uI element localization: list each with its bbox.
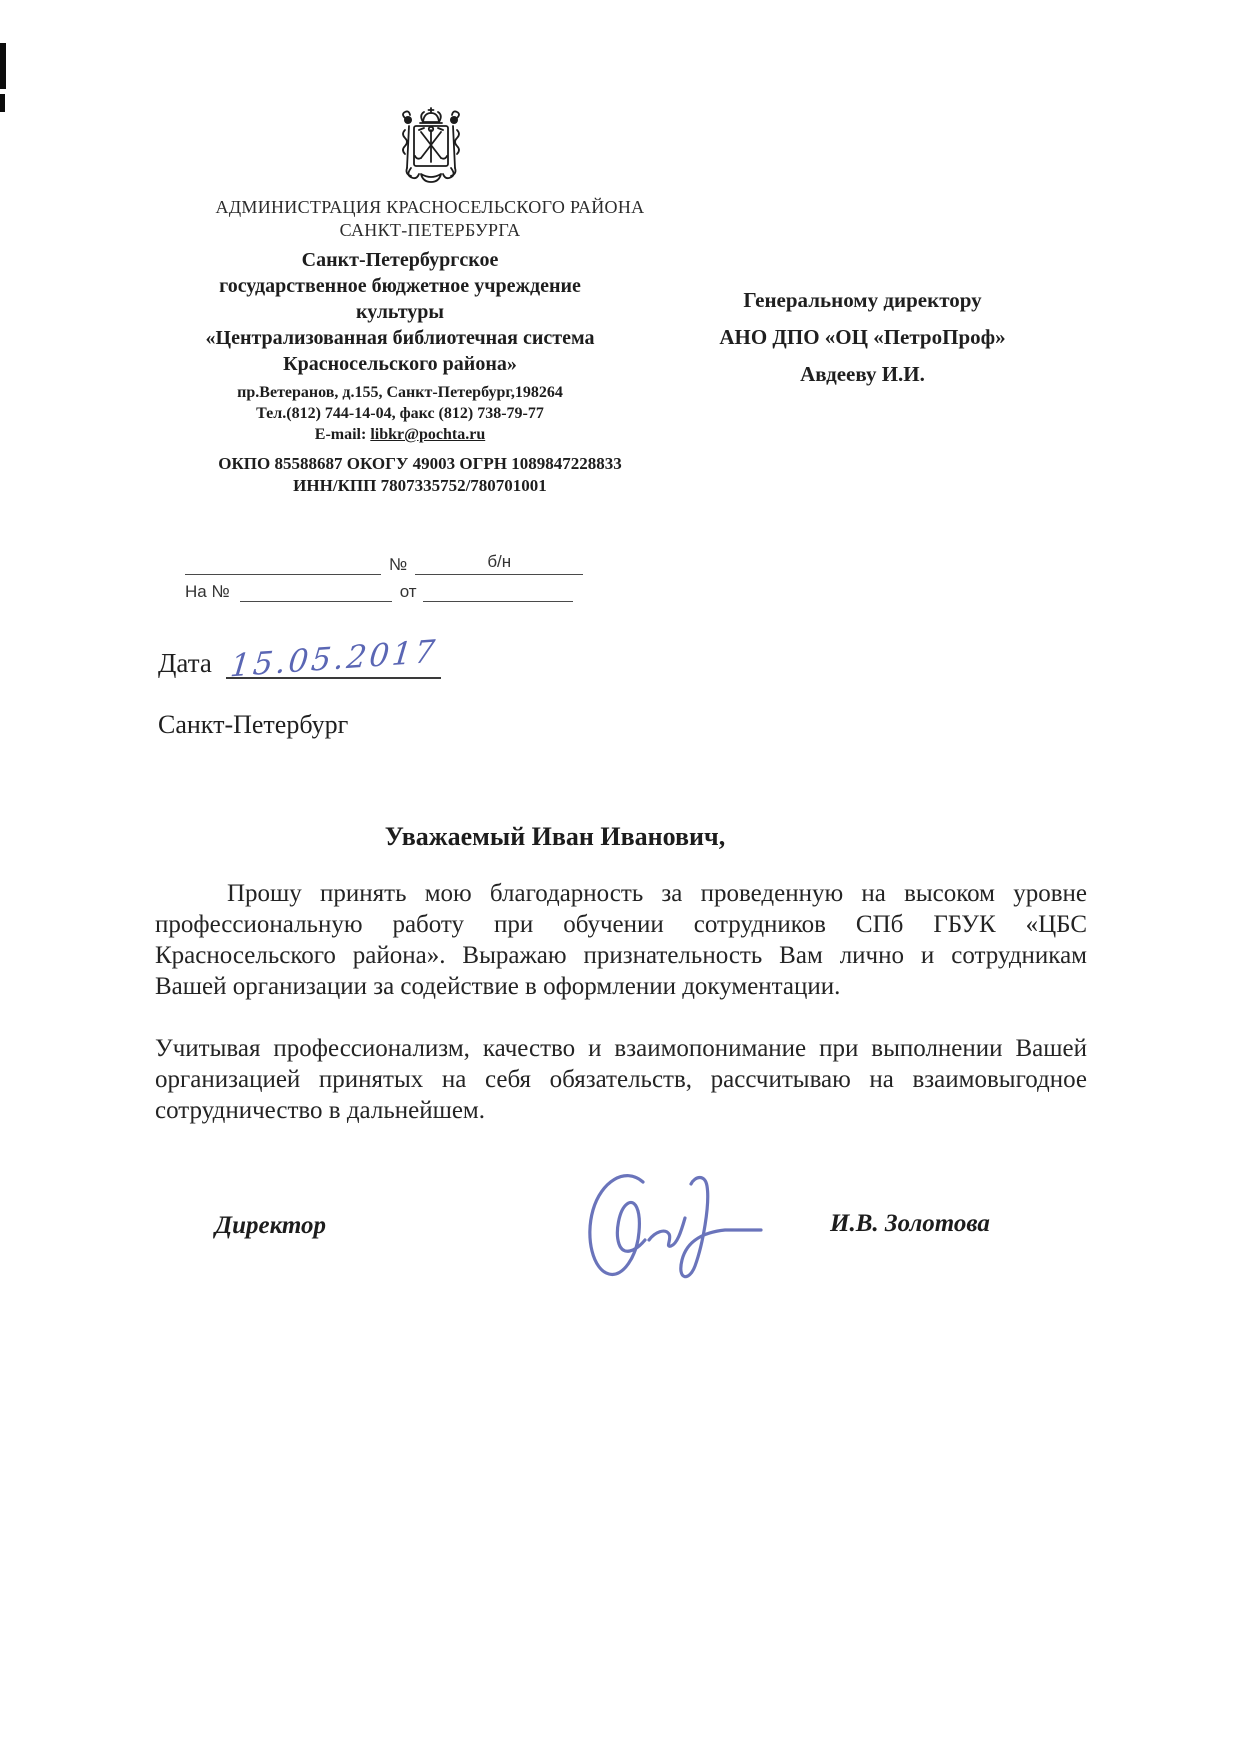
administration-header — [150, 196, 710, 242]
recipient-name: Авдееву И.И. — [800, 362, 925, 386]
from-label: от — [399, 582, 417, 601]
salutation: Уважаемый Иван Иванович, — [384, 822, 726, 851]
body-paragraph-1: Прошу принять мою благодарность за проведенную на высоком уровне профессиональную работу при обучении сотрудников СПб ГБУК «ЦБС Красносельского района». Выражаю признательность Вам лично и сотрудникам Вашей организации за содействие в оформлении документации. — [155, 880, 1087, 1000]
incoming-number-blank-line — [240, 579, 392, 602]
date-row — [158, 633, 441, 685]
recipient-organization: АНО ДПО «ОЦ «ПетроПроф» — [719, 325, 1006, 349]
org-phone-fax: Тел.(812) 744-14-04, факс (812) 738-79-77 — [256, 405, 544, 422]
recipient-position: Генеральному директору — [743, 288, 982, 312]
scan-artifact-mark — [0, 43, 6, 89]
outgoing-number-value-line: б/н — [415, 552, 583, 575]
outgoing-number-row — [185, 548, 645, 575]
handwritten-signature-icon — [565, 1148, 800, 1303]
organization-name — [140, 247, 660, 377]
org-name-line: государственное бюджетное учреждение — [219, 275, 581, 297]
administration-line2: САНКТ-ПЕТЕРБУРГА — [339, 220, 521, 240]
date-label: Дата — [158, 648, 212, 678]
scan-artifact-mark — [0, 94, 5, 112]
letter-body — [155, 878, 1087, 1126]
incoming-date-blank-line — [423, 579, 573, 602]
outgoing-number-blank-line — [185, 552, 381, 575]
signer-title: Директор — [215, 1212, 327, 1239]
org-email-line — [140, 424, 660, 445]
city-line: Санкт-Петербург — [158, 710, 349, 739]
administration-line1: АДМИНИСТРАЦИЯ КРАСНОСЕЛЬСКОГО РАЙОНА — [215, 197, 645, 217]
reference-number-block — [185, 548, 645, 602]
incoming-number-row — [185, 575, 645, 602]
org-name-line: Красносельского района» — [283, 353, 517, 375]
org-address: пр.Ветеранов, д.155, Санкт-Петербург,198264 — [237, 384, 563, 401]
date-blank-line — [226, 633, 441, 685]
signer-name: И.В. Золотова — [830, 1210, 990, 1237]
recipient-block — [695, 282, 1030, 393]
org-name-line: «Централизованная библиотечная система — [205, 327, 595, 349]
body-paragraph-2: Учитывая профессионализм, качество и взаимопонимание при выполнении Вашей организацией принятых на себя обязательств, рассчитываю на взаимовыгодное сотрудничество в дальнейшем. — [155, 1035, 1087, 1124]
org-name-line: культуры — [355, 301, 445, 323]
handwritten-date: 15.05.2017 — [228, 633, 439, 685]
email-label: E-mail: — [314, 426, 367, 443]
org-name-line: Санкт-Петербургское — [301, 249, 499, 271]
codes-line2: ИНН/КПП 7807335752/780701001 — [293, 476, 547, 495]
on-number-label: На № — [185, 582, 230, 601]
number-sign-label: № — [389, 555, 408, 574]
contact-block — [140, 382, 660, 445]
registration-codes — [150, 453, 690, 497]
codes-line1: ОКПО 85588687 ОКОГУ 49003 ОГРН 1089847228833 — [218, 454, 622, 473]
saint-petersburg-coat-of-arms-icon — [383, 106, 479, 201]
email-value: libkr@pochta.ru — [370, 426, 486, 443]
